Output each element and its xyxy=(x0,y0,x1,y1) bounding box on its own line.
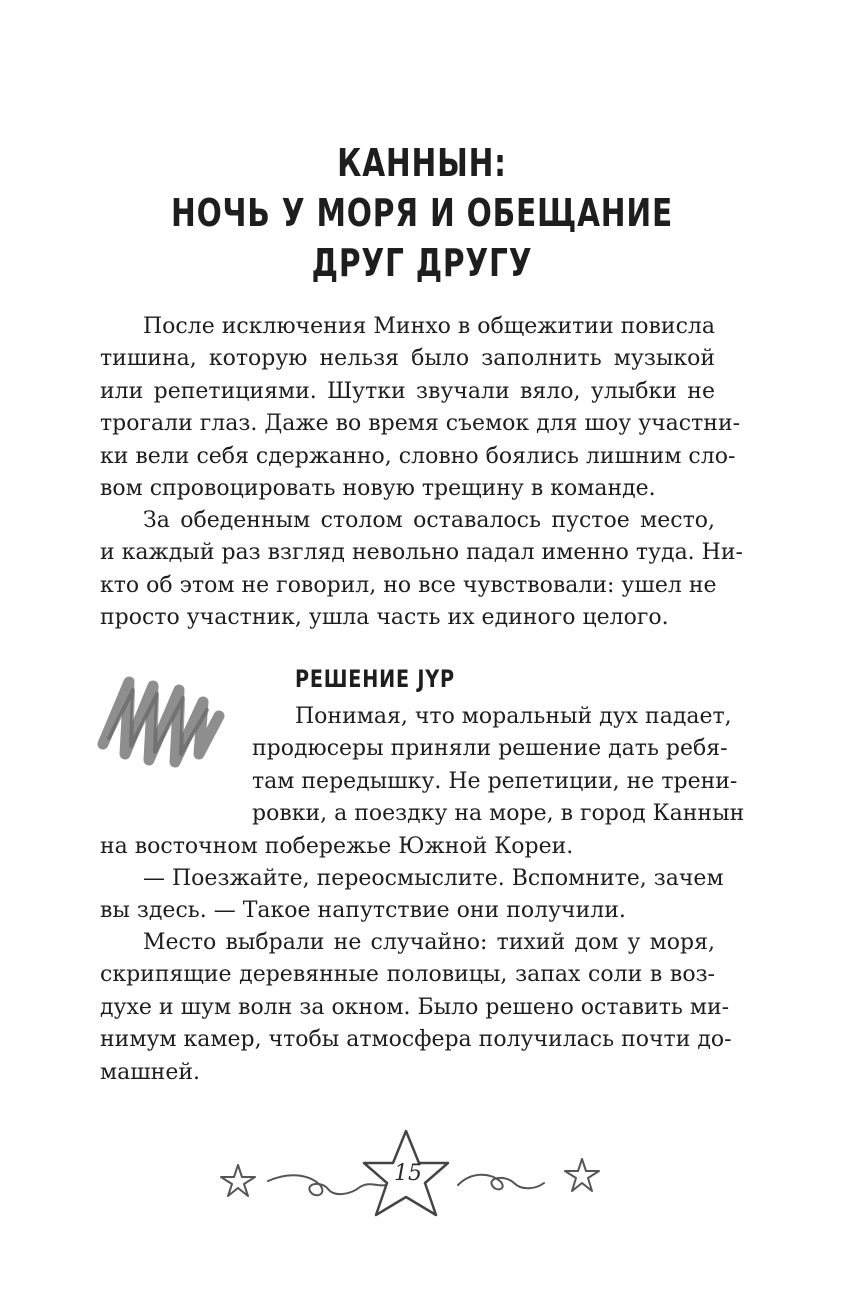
text-line: духе и шум волн за окном. Было решено оставить ми- xyxy=(100,994,730,1020)
text-line: тишина, которую нельзя было заполнить музыкой xyxy=(100,346,715,372)
text-line: продюсеры приняли решение дать ребя- xyxy=(252,736,728,762)
text-line: кто об этом не говорил, но все чувствовали: ушел не xyxy=(100,572,717,598)
text-line: или репетициями. Шутки звучали вяло, улыбки не xyxy=(100,378,715,404)
swirl-right xyxy=(458,1175,544,1190)
chapter-title-line-2: НОЧЬ У МОРЯ И ОБЕЩАНИЕ xyxy=(170,191,674,235)
intro-paragraph-2 xyxy=(100,505,743,635)
section-paragraph-2 xyxy=(100,863,724,928)
section-heading: РЕШЕНИЕ JYP xyxy=(295,665,455,693)
text-line: За обеденным столом оставалось пустое место, xyxy=(143,508,715,533)
text-line: Место выбрали не случайно: тихий дом у моря, xyxy=(143,930,715,955)
text-line: вы здесь. — Такое напутствие они получили. xyxy=(100,898,626,924)
text-line: — Поезжайте, переосмыслите. Вспомните, зачем xyxy=(143,866,724,891)
chapter-title-line-1: КАННЫН: xyxy=(337,141,507,185)
text-line: ровки, а поездку на море, в город Каннын xyxy=(252,801,745,827)
text-line: нимум камер, чтобы атмосфера получилась почти до- xyxy=(100,1027,732,1053)
text-line: на восточном побережье Южной Кореи. xyxy=(100,833,574,859)
section-paragraph-1 xyxy=(100,701,745,863)
text-line: После исключения Минхо в общежитии повисла xyxy=(143,314,715,339)
text-line: там передышку. Не репетиции, не трени- xyxy=(252,768,738,794)
chapter-title-line-3: ДРУГ ДРУГУ xyxy=(311,241,533,285)
intro-paragraph-1 xyxy=(100,311,741,505)
text-line: машней. xyxy=(100,1059,201,1085)
text-line: вом спровоцировать новую трещину в команде. xyxy=(100,476,656,502)
text-line: Понимая, что моральный дух падает, xyxy=(295,704,732,729)
text-line: скрипящие деревянные половицы, запах соли в воз- xyxy=(100,962,715,988)
page-number: 15 xyxy=(394,1161,422,1186)
small-star-icon xyxy=(221,1165,255,1196)
swirl-left xyxy=(268,1175,386,1195)
chapter-title xyxy=(93,138,751,288)
small-star-icon xyxy=(565,1159,599,1191)
section-paragraph-3 xyxy=(100,927,732,1089)
text-line: ки вели себя сдержанно, словно боялись лишним сло- xyxy=(100,443,736,469)
text-line: и каждый раз взгляд невольно падал именно туда. Ни- xyxy=(100,540,743,566)
text-line: просто участник, ушла часть их единого целого. xyxy=(100,605,669,631)
text-line: трогали глаз. Даже во время съемок для шоу участни- xyxy=(100,411,741,437)
